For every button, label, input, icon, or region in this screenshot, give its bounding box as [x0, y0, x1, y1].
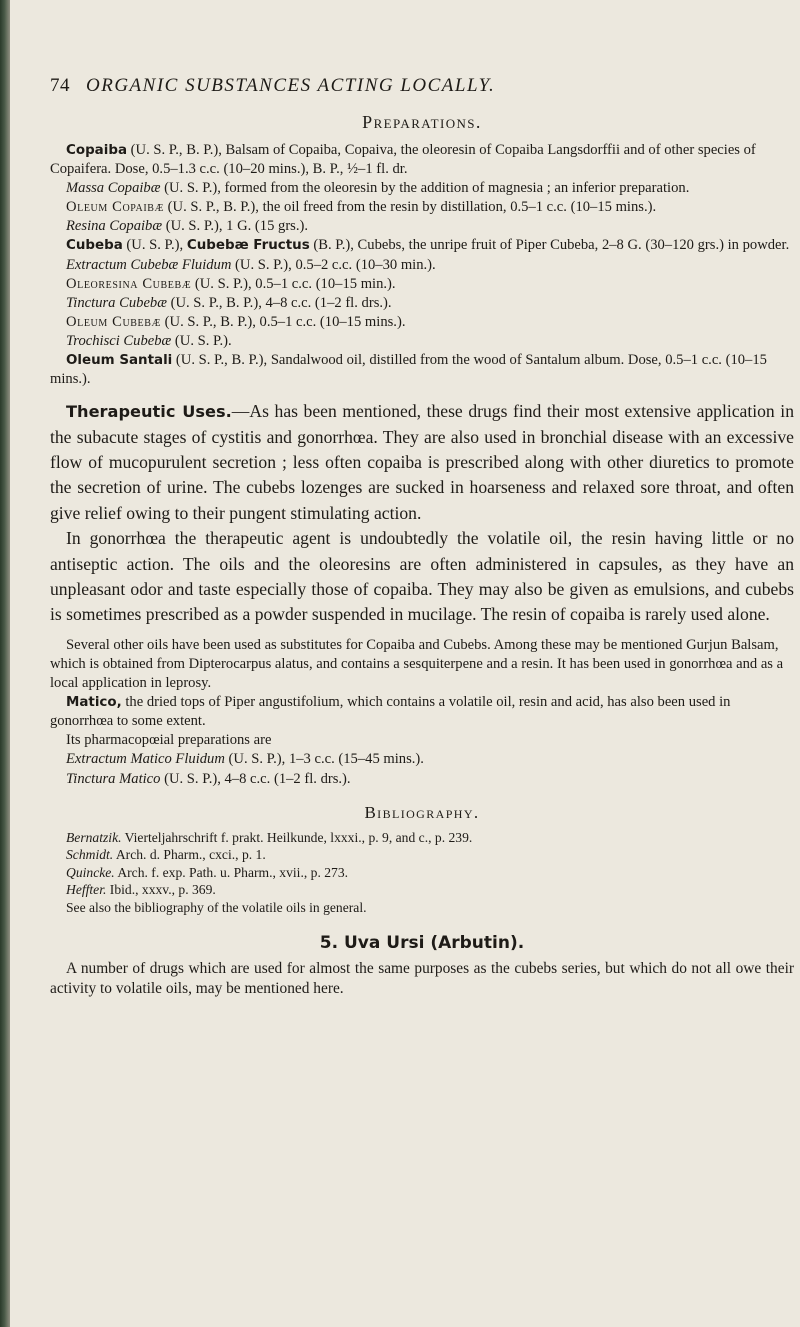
prep-tinctura-cubebae [50, 294, 794, 313]
prep-cubeba [50, 236, 794, 255]
matico-name: Matico, [66, 695, 122, 711]
drug-name: Tinctura Cubebæ [66, 294, 167, 311]
drug-name: Oleum Santali [66, 353, 173, 369]
drug-desc: (U. S. P., B. P.), 4–8 c.c. (1–2 fl. drs.). [166, 294, 392, 311]
prep-oleum-santali [50, 351, 794, 389]
bibliography-heading: Bibliography. [364, 802, 480, 822]
drug-desc: (U. S. P.). [171, 332, 232, 349]
drug-desc: (U. S. P.), 0.5–2 c.c. (10–30 min.). [231, 256, 436, 273]
bib-entry [50, 881, 794, 899]
bib-entry [50, 829, 794, 847]
bib-author: Quincke. [66, 864, 115, 880]
drug-desc: (U. S. P.), [122, 237, 187, 254]
bib-ref: Arch. d. Pharm., cxci., p. 1. [113, 847, 266, 863]
drug-name: Resina Copaibæ [66, 218, 163, 235]
drug-name: Oleoresina Cubebæ [66, 275, 192, 292]
drug-desc: (U. S. P.), formed from the oleoresin by the addition of magnesia ; an inferior preparation. [160, 180, 690, 197]
page-number: 74 [50, 75, 70, 96]
prep-trochisci [50, 332, 794, 351]
prep-oleum-copaibae [50, 198, 794, 217]
bib-entry [50, 846, 794, 864]
bib-author: Bernatzik. [66, 829, 122, 845]
therapeutic-paragraph-2: In gonorrhœa the therapeutic agent is undoubtedly the volatile oil, the resin having little or no antiseptic action. The oils and the oleoresins are often administered in capsules, as they have an unpleasant odor and taste especially those of copaiba. They may also be given as emulsions, and cubebs is sometimes prescribed as a powder suspended in mucilage. The resin of copaiba is rarely used alone. [50, 528, 794, 625]
drug-name: Extractum Cubebæ Fluidum [66, 256, 232, 273]
preparations-heading: Preparations. [362, 112, 482, 132]
running-header [50, 74, 790, 97]
prep-copaiba [50, 141, 794, 179]
prep-oleoresina [50, 275, 794, 294]
running-title: ORGANIC SUBSTANCES ACTING LOCALLY. [86, 75, 496, 96]
prep-tinctura-matico [50, 770, 794, 789]
pharm-intro: Its pharmacopœial preparations are [66, 732, 272, 749]
therapeutic-uses-label: Therapeutic Uses. [66, 402, 232, 422]
bib-ref: Ibid., xxxv., p. 369. [106, 882, 216, 898]
section-5-heading: 5. Uva Ursi (Arbutin). [319, 932, 525, 953]
drug-desc: (U. S. P., B. P.), Sandalwood oil, distilled from the wood of Santalum album. Dose, 0.5–1 c.c. (10–15 mins.). [50, 352, 767, 388]
bib-entry [50, 864, 794, 882]
bib-ref: Vierteljahrschrift f. prakt. Heilkunde, lxxxi., p. 9, and c., p. 239. [121, 829, 473, 845]
prep-resina [50, 217, 794, 236]
therapeutic-text-1: —As has been mentioned, these drugs find their most extensive application in the subacute stages of cystitis and gonorrhœa. They are also used in bronchial disease with an excessive flow of mucopurulent secretion ; less often copaiba is prescribed along with other diuretics to promote the secretion of urine. The cubebs lozenges are sucked in hoarseness and relaxed sore throat, and often give relief owing to their pungent stimulating action. [50, 401, 794, 523]
drug-name: Massa Copaibæ [66, 180, 161, 197]
therapeutic-uses-paragraph [50, 399, 794, 526]
matico-paragraph [50, 693, 794, 731]
drug-desc: (U. S. P.), 4–8 c.c. (1–2 fl. drs.). [160, 770, 351, 787]
book-page [22, 0, 792, 1327]
prep-oleum-cubebae [50, 313, 794, 332]
book-spine-edge [0, 0, 10, 1327]
page-content [50, 112, 794, 1000]
substitutes-paragraph: Several other oils have been used as substitutes for Copaiba and Cubebs. Among these may be mentioned Gurjun Balsam, which is obtained from Dipterocarpus alatus, and contains a sesquiterpene and a resin. It has been used in gonorrhœa and as a local application in leprosy. [50, 636, 784, 692]
drug-desc: (U. S. P.), 1–3 c.c. (15–45 mins.). [224, 751, 424, 768]
matico-desc: the dried tops of Piper angustifolium, which contains a volatile oil, resin and acid, has also been used in gonorrhœa to some extent. [50, 694, 731, 730]
drug-name: Oleum Cubebæ [66, 313, 162, 330]
drug-name: Cubeba [66, 238, 123, 254]
drug-desc: (U. S. P., B. P.), the oil freed from the resin by distillation, 0.5–1 c.c. (10–15 mins.). [164, 199, 657, 216]
drug-desc: (U. S. P., B. P.), Balsam of Copaiba, Copaiva, the oleoresin of Copaiba Langsdorffii and of other species of Copaifera. Dose, 0.5–1.3 c.c. (10–20 mins.), B. P., ½–1 fl. dr. [50, 142, 756, 178]
drug-name: Extractum Matico Fluidum [66, 751, 225, 768]
drug-name: Oleum Copaibæ [66, 199, 165, 216]
drug-desc-2: (B. P.), Cubebs, the unripe fruit of Piper Cubeba, 2–8 G. (30–120 grs.) in powder. [309, 237, 790, 254]
prep-extractum-matico [50, 750, 794, 769]
prep-extractum-cubebae [50, 256, 794, 275]
drug-name: Tinctura Matico [66, 770, 161, 787]
section-5-paragraph: A number of drugs which are used for almost the same purposes as the cubebs series, but which do not all owe their activity to volatile oils, may be mentioned here. [50, 959, 794, 998]
bib-author: Schmidt. [66, 847, 114, 863]
drug-desc: (U. S. P.), 1 G. (15 grs.). [162, 218, 309, 235]
drug-desc: (U. S. P., B. P.), 0.5–1 c.c. (10–15 mins.). [161, 313, 406, 330]
drug-name: Trochisci Cubebæ [66, 332, 172, 349]
drug-desc: (U. S. P.), 0.5–1 c.c. (10–15 min.). [191, 275, 396, 292]
drug-name: Copaiba [66, 143, 128, 158]
bib-see-also: See also the bibliography of the volatile oils in general. [66, 900, 367, 915]
bib-ref: Arch. f. exp. Path. u. Pharm., xvii., p. 273. [114, 864, 349, 880]
bib-author: Heffter. [66, 882, 107, 898]
drug-name-2: Cubebæ Fructus [186, 238, 310, 254]
prep-massa [50, 179, 794, 198]
